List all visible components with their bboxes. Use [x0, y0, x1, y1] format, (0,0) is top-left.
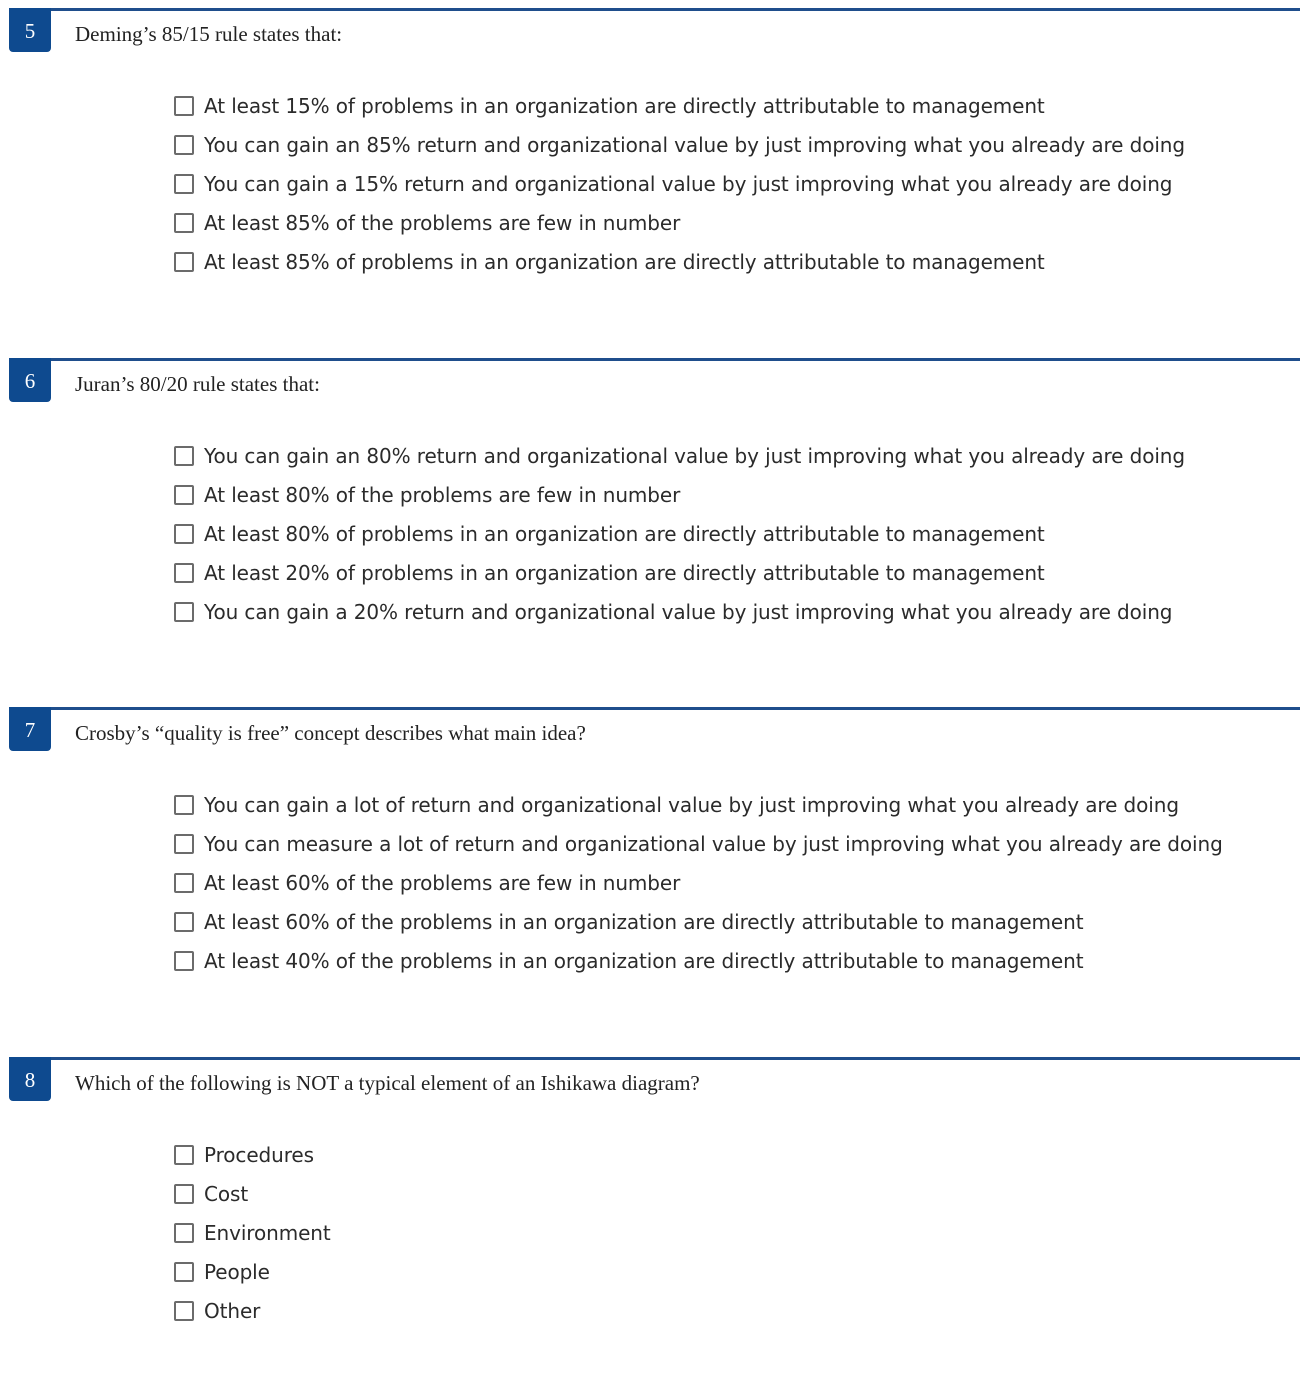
option-label: Procedures [204, 1142, 314, 1167]
checkbox[interactable] [174, 1223, 194, 1243]
checkbox[interactable] [174, 834, 194, 854]
checkbox[interactable] [174, 795, 194, 815]
answer-option[interactable] [174, 902, 1223, 941]
answer-option[interactable] [174, 1291, 331, 1330]
checkbox[interactable] [174, 1145, 194, 1165]
checkbox[interactable] [174, 485, 194, 505]
answer-option[interactable] [174, 785, 1223, 824]
answer-option[interactable] [174, 1213, 331, 1252]
answer-option[interactable] [174, 164, 1185, 203]
checkbox[interactable] [174, 446, 194, 466]
question-divider [10, 8, 1300, 11]
question-number-badge: 6 [9, 358, 51, 402]
checkbox[interactable] [174, 873, 194, 893]
answer-options [174, 436, 1185, 631]
checkbox[interactable] [174, 252, 194, 272]
option-label: You can gain an 80% return and organizational value by just improving what you already are doing [204, 443, 1185, 468]
option-label: You can gain a lot of return and organizational value by just improving what you already are doing [204, 792, 1179, 817]
checkbox[interactable] [174, 524, 194, 544]
question-text: Which of the following is NOT a typical element of an Ishikawa diagram? [75, 1071, 700, 1095]
answer-option[interactable] [174, 203, 1185, 242]
answer-option[interactable] [174, 475, 1185, 514]
answer-options [174, 785, 1223, 980]
answer-option[interactable] [174, 86, 1185, 125]
question-number-badge: 5 [9, 8, 51, 52]
answer-option[interactable] [174, 1135, 331, 1174]
option-label: At least 85% of problems in an organization are directly attributable to management [204, 249, 1045, 274]
checkbox[interactable] [174, 213, 194, 233]
option-label: You can gain an 85% return and organizational value by just improving what you already are doing [204, 132, 1185, 157]
answer-option[interactable] [174, 863, 1223, 902]
option-label: At least 15% of problems in an organization are directly attributable to management [204, 93, 1045, 118]
option-label: People [204, 1259, 270, 1284]
answer-options [174, 1135, 331, 1330]
checkbox[interactable] [174, 96, 194, 116]
option-label: Other [204, 1298, 261, 1323]
question-text: Crosby’s “quality is free” concept describes what main idea? [75, 721, 586, 745]
answer-option[interactable] [174, 1252, 331, 1291]
option-label: At least 60% of the problems are few in number [204, 870, 681, 895]
option-label: You can measure a lot of return and organizational value by just improving what you already are doing [204, 831, 1223, 856]
option-label: Cost [204, 1181, 249, 1206]
answer-option[interactable] [174, 436, 1185, 475]
question-number-badge: 7 [9, 707, 51, 751]
checkbox[interactable] [174, 135, 194, 155]
answer-option[interactable] [174, 514, 1185, 553]
checkbox[interactable] [174, 1301, 194, 1321]
answer-option[interactable] [174, 1174, 331, 1213]
answer-option[interactable] [174, 553, 1185, 592]
option-label: At least 40% of the problems in an organization are directly attributable to management [204, 948, 1084, 973]
checkbox[interactable] [174, 174, 194, 194]
option-label: You can gain a 20% return and organizational value by just improving what you already are doing [204, 599, 1173, 624]
option-label: At least 20% of problems in an organization are directly attributable to management [204, 560, 1045, 585]
answer-option[interactable] [174, 824, 1223, 863]
option-label: You can gain a 15% return and organizational value by just improving what you already are doing [204, 171, 1173, 196]
answer-option[interactable] [174, 941, 1223, 980]
option-label: At least 60% of the problems in an organization are directly attributable to management [204, 909, 1084, 934]
answer-option[interactable] [174, 592, 1185, 631]
option-label: At least 80% of the problems are few in number [204, 482, 681, 507]
checkbox[interactable] [174, 1262, 194, 1282]
checkbox[interactable] [174, 951, 194, 971]
option-label: At least 85% of the problems are few in number [204, 210, 681, 235]
checkbox[interactable] [174, 602, 194, 622]
answer-option[interactable] [174, 125, 1185, 164]
checkbox[interactable] [174, 912, 194, 932]
question-divider [10, 358, 1300, 361]
checkbox[interactable] [174, 1184, 194, 1204]
question-divider [10, 1057, 1300, 1060]
checkbox[interactable] [174, 563, 194, 583]
question-text: Deming’s 85/15 rule states that: [75, 22, 343, 46]
answer-options [174, 86, 1185, 281]
question-divider [10, 707, 1300, 710]
answer-option[interactable] [174, 242, 1185, 281]
question-text: Juran’s 80/20 rule states that: [75, 372, 320, 396]
option-label: At least 80% of problems in an organization are directly attributable to management [204, 521, 1045, 546]
question-number-badge: 8 [9, 1057, 51, 1101]
option-label: Environment [204, 1220, 331, 1245]
